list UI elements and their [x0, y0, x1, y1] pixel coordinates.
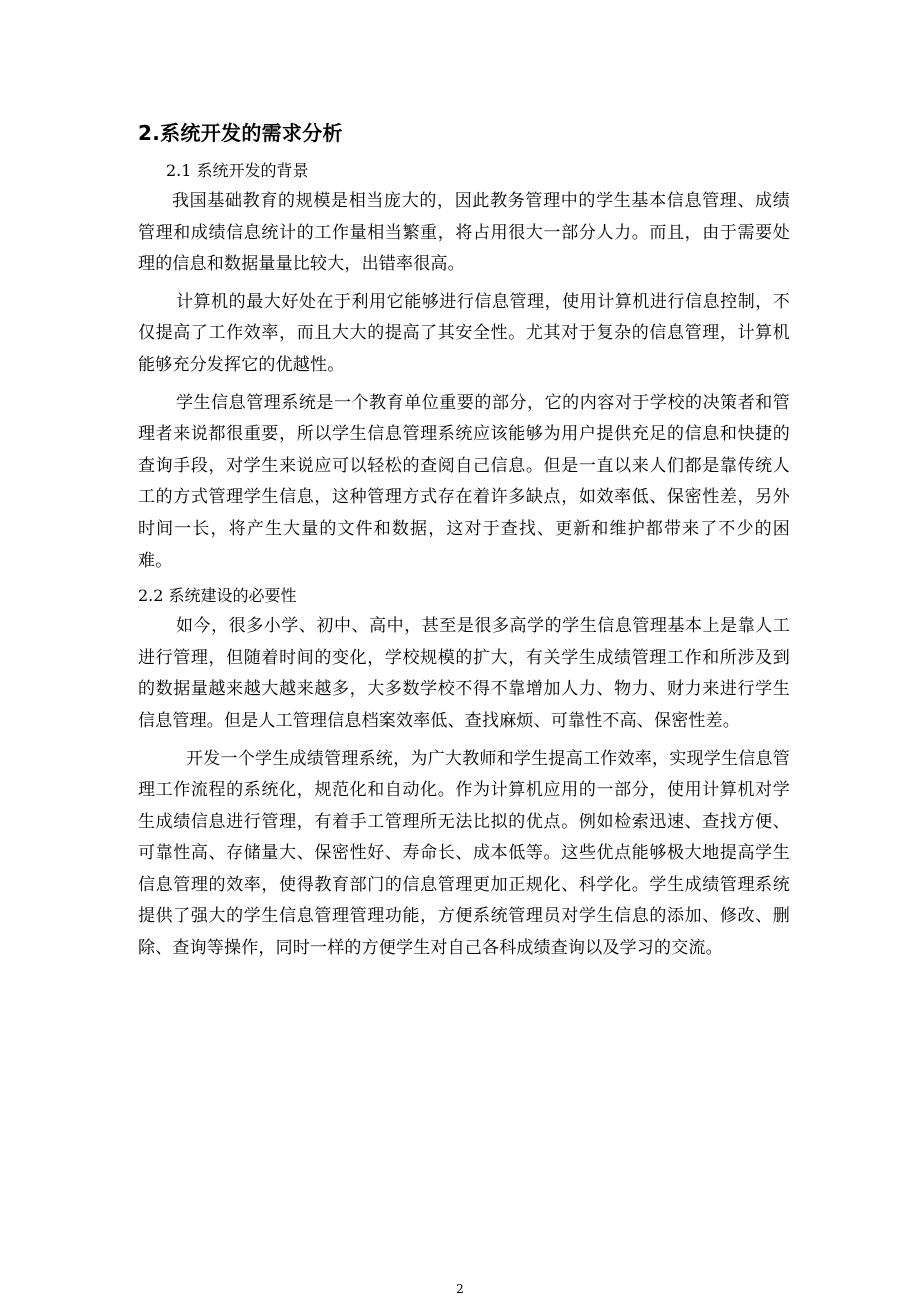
page-content — [138, 118, 790, 971]
paragraph-3: 学生信息管理系统是一个教育单位重要的部分，它的内容对于学校的决策者和管理者来说都很重要，所以学生信息管理系统应该能够为用户提供充足的信息和快捷的查询手段，对学生来说应可以轻松的查阅自己信息。但是一直以来人们都是靠传统人工的方式管理学生信息，这种管理方式存在着许多缺点，如效率低、保密性差，另外时间一长，将产生大量的文件和数据，这对于查找、更新和维护都带来了不少的困难。 — [138, 392, 790, 571]
page-number: 2 — [456, 1282, 464, 1296]
paragraph-4: 如今，很多小学、初中、高中，甚至是很多高学的学生信息管理基本上是靠人工进行管理，但随着时间的变化，学校规模的扩大，有关学生成绩管理工作和所涉及到的数据量越来越大越来越多，大多数学校不得不靠增加人力、物力、财力来进行学生信息管理。但是人工管理信息档案效率低、查找麻烦、可靠性不高、保密性差。 — [138, 616, 790, 731]
paragraph-2: 计算机的最大好处在于利用它能够进行信息管理，使用计算机进行信息控制，不仅提高了工作效率，而且大大的提高了其安全性。尤其对于复杂的信息管理，计算机能够充分发挥它的优越性。 — [138, 291, 790, 375]
paragraph-1: 我国基础教育的规模是相当庞大的，因此教务管理中的学生基本信息管理、成绩管理和成绩信息统计的工作量相当繁重，将占用很大一部分人力。而且，由于需要处理的信息和数据量量比较大，出错率很高。 — [138, 191, 790, 275]
subsection-heading-background: 2.1 系统开发的背景 — [166, 161, 309, 180]
paragraph-5: 开发一个学生成绩管理系统，为广大教师和学生提高工作效率，实现学生信息管理工作流程的系统化，规范化和自动化。作为计算机应用的一部分，使用计算机对学生成绩信息进行管理，有着手工管理所无法比拟的优点。例如检索迅速、查找方便、可靠性高、存储量大、保密性好、寿命长、成本低等。这些优点能够极大地提高学生信息管理的效率，使得教育部门的信息管理更加正规化、科学化。学生成绩管理系统提供了强大的学生信息管理管理功能，方便系统管理员对学生信息的添加、修改、删除、查询等操作，同时一样的方便学生对自己各科成绩查询以及学习的交流。 — [138, 748, 790, 959]
section-title: 2.系统开发的需求分析 — [138, 121, 343, 145]
subsection-heading-necessity: 2.2 系统建设的必要性 — [138, 586, 297, 606]
